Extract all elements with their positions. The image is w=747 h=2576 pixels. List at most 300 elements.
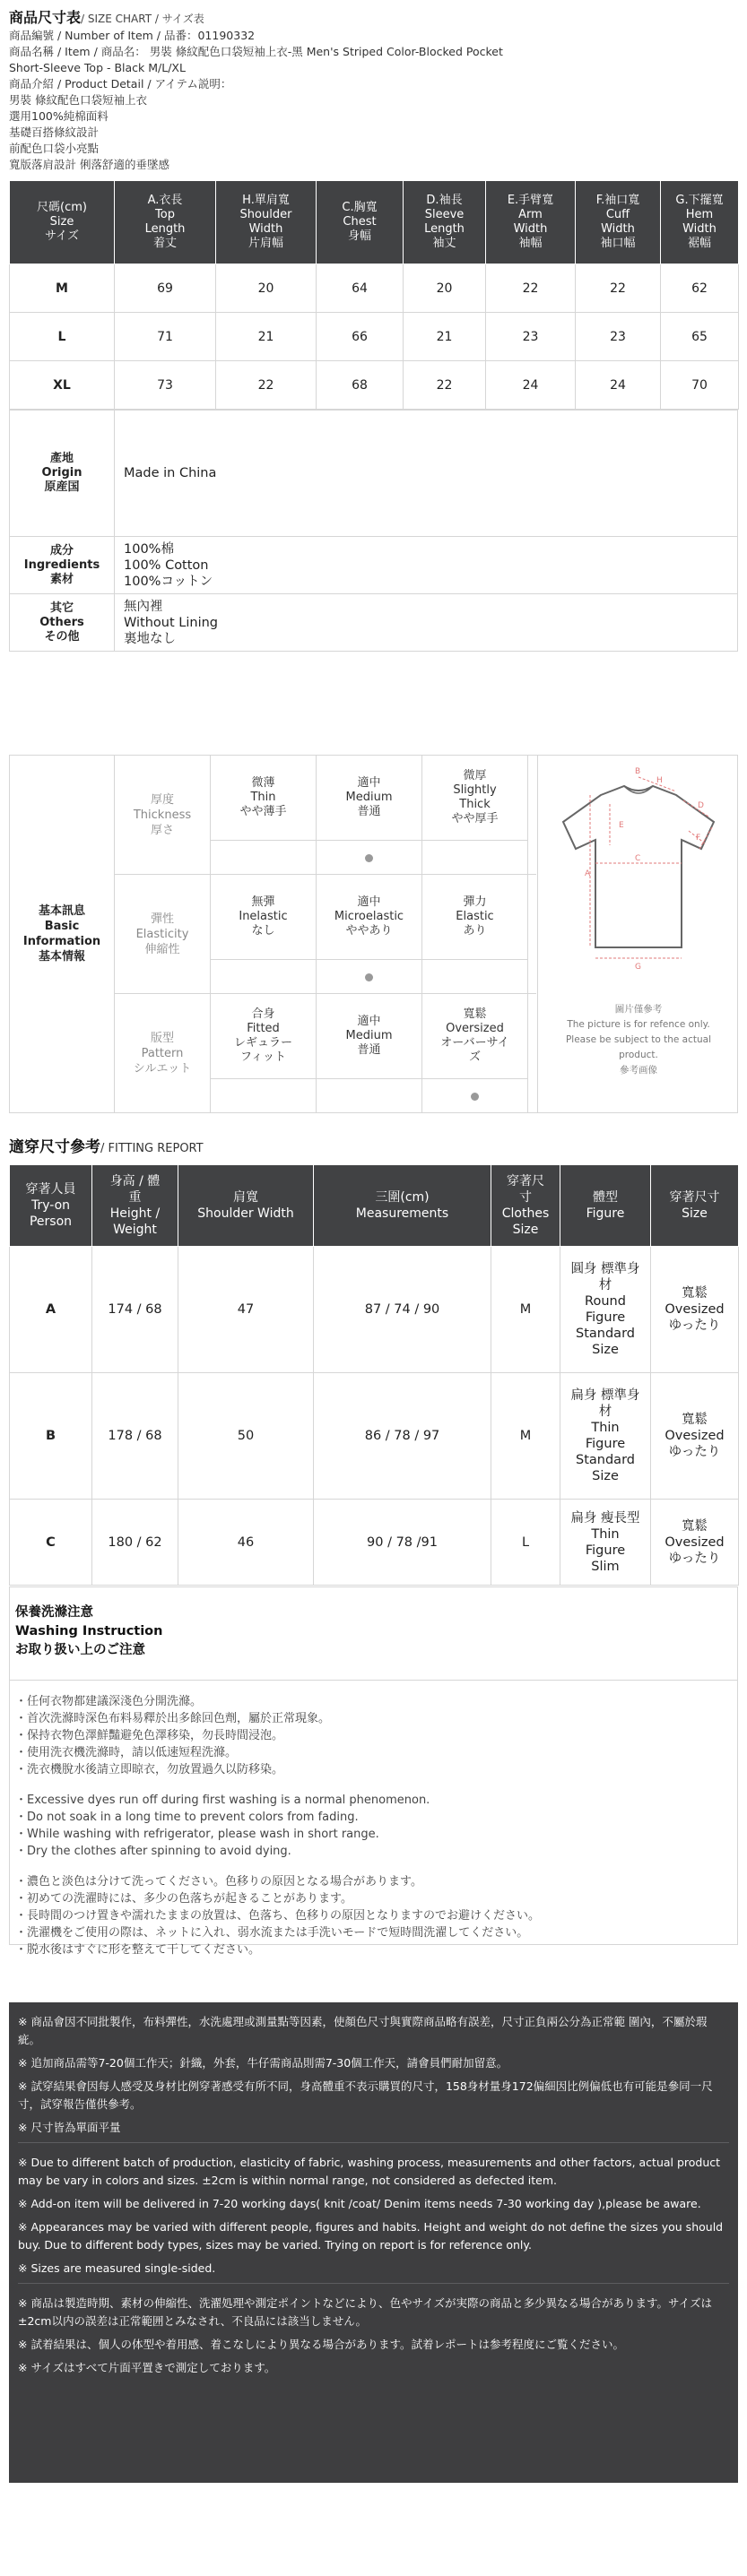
basic-info-grid: [115, 756, 536, 1112]
product-info-line: 商品編號 / Number of Item / 品番：01190332: [9, 29, 256, 42]
header-line: F.袖口寬: [595, 194, 640, 207]
option-line: Medium: [345, 791, 393, 804]
header-line: E.手臂寬: [507, 194, 554, 207]
size-value: 22: [486, 264, 576, 313]
caption-line: 圖片僅參考: [614, 1004, 663, 1015]
value-line: 裏地なし: [124, 631, 176, 646]
basic-info-option: [211, 875, 317, 960]
header-line: 穿著尺: [507, 1174, 544, 1189]
header-line: 穿著人員: [25, 1182, 76, 1197]
size-column-header: [317, 181, 404, 264]
basic-info-option: [422, 756, 528, 841]
header-line: サイズ: [45, 229, 79, 243]
fitting-report-table: [9, 1164, 739, 1586]
height-weight: 174 / 68: [92, 1247, 178, 1373]
fit-line: ゆったり: [668, 1445, 721, 1459]
product-info-line: 選用100%純棉面料: [9, 109, 109, 123]
product-detail-page: [9, 9, 738, 2374]
option-line: やや薄手: [239, 805, 287, 818]
washing-title: [10, 1587, 737, 1681]
washing-line: ・初めての洗濯時には、多少の色落ちが起きることがあります。: [15, 1892, 352, 1906]
measurements: 87 / 74 / 90: [314, 1247, 491, 1373]
size-value: 21: [404, 313, 486, 361]
ingredients-value: [115, 537, 213, 593]
washing-line: ・濃色と淡色は分けて洗ってください。色移りの原因となる場合があります。: [15, 1875, 422, 1889]
option-line: Thin: [250, 791, 276, 804]
origin-value: [115, 411, 216, 536]
header-line: 着丈: [152, 237, 177, 250]
figure-type: [560, 1500, 651, 1586]
note-line: ※ 試着結果は、個人の体型や着用感、着こなしにより異なる場合があります。試着レポートは参考程度にご覧ください。: [18, 2338, 624, 2351]
label-line: 伸縮性: [144, 942, 180, 956]
size-value: 22: [216, 361, 317, 410]
fit-line: 寬鬆: [682, 1413, 708, 1427]
size-value: 20: [404, 264, 486, 313]
option-line: 合身: [251, 1007, 275, 1021]
header-line: Length: [144, 222, 186, 236]
washing-line: ・洗衣機脫水後請立即晾衣，勿放置過久以防移染。: [15, 1763, 284, 1776]
figure-line: Slim: [591, 1559, 620, 1574]
measurements: 90 / 78 /91: [314, 1500, 491, 1586]
basic-info-row-label: [115, 875, 211, 993]
note-line: ※ 商品會因不同批製作，布料彈性，水洗處理或測量點等因素，使顏色尺寸與實際商品略有誤差，尺寸正負兩公分為正常範 圍內，不屬於瑕疵。: [18, 2015, 708, 2046]
product-info: [9, 28, 738, 173]
label-line: その他: [44, 629, 80, 644]
washing-line: ・洗濯機をご使用の際は、ネットに入れ、弱水流または手洗いモードで短時間洗濯してください。: [15, 1926, 529, 1940]
measurements: 86 / 78 / 97: [314, 1373, 491, 1500]
figure-line: 扁身 瘦長型: [570, 1510, 640, 1526]
washing-group: [15, 1873, 733, 1958]
measure-letter: C: [635, 854, 641, 863]
basic-info-option: [211, 994, 317, 1079]
header-line: Clothes: [501, 1206, 550, 1221]
note-line: ※ Appearances may be varied with different people, figures and habits. Height and weight do not define the sizes you should buy. Due to different body types, sizes may be varied. Trying on report is for reference only.: [18, 2220, 724, 2252]
note-line: ※ Sizes are measured single-sided.: [18, 2261, 216, 2275]
measure-letter: G: [635, 963, 641, 972]
shoulder-width: 50: [178, 1373, 314, 1500]
figure-line: Size: [592, 1343, 619, 1357]
option-line: 寬鬆: [463, 1007, 487, 1021]
header-line: 尺碼(cm): [37, 201, 87, 214]
header-line: Measurements: [355, 1206, 449, 1221]
label-line: 彈性: [150, 912, 174, 926]
label-line: Elasticity: [135, 927, 189, 941]
product-info-line: 男裝 條紋配色口袋短袖上衣: [9, 93, 147, 107]
figure-line: Standard: [576, 1327, 635, 1341]
title-line: お取り扱い上のご注意: [15, 1643, 145, 1657]
size-value: 20: [216, 264, 317, 313]
figure-line: 材: [598, 1278, 612, 1292]
label-line: 厚さ: [150, 823, 174, 837]
header-line: 體型: [593, 1190, 618, 1205]
option-line: Slightly: [453, 783, 497, 797]
fitting-column-header: [10, 1165, 92, 1247]
option-line: やや厚手: [451, 812, 499, 826]
size-chart-header-row: [10, 181, 739, 264]
header-line: Width: [601, 222, 635, 236]
size-label: M: [10, 264, 115, 313]
header-line: C.胸寬: [342, 201, 378, 214]
header-line: Person: [29, 1215, 73, 1229]
figure-line: Size: [592, 1469, 619, 1483]
washing-line: ・長時間のつけ置きや濡れたままの放置は、色落ち、色移りの原因となりますのでお避けください。: [15, 1909, 541, 1923]
ingredients-label: [10, 537, 115, 593]
option-line: なし: [251, 924, 275, 938]
washing-line: ・Do not soak in a long time to prevent colors from fading.: [15, 1811, 359, 1824]
measure-letter: F: [696, 834, 701, 843]
option-line: 適中: [357, 776, 381, 790]
size-value: 66: [317, 313, 404, 361]
option-line: ズ: [468, 1050, 481, 1064]
size-chart-table: [9, 180, 739, 410]
size-column-header: [486, 181, 576, 264]
size-row: [10, 313, 739, 361]
size-column-header: [10, 181, 115, 264]
height-weight: 180 / 62: [92, 1500, 178, 1586]
header-line: Arm: [518, 208, 543, 221]
product-info-line: 寬版落肩設計 俐落舒適的垂墜感: [9, 158, 169, 171]
size-value: 68: [317, 361, 404, 410]
option-line: 微厚: [463, 769, 487, 782]
fit-line: ゆったり: [668, 1551, 721, 1566]
fit-line: Ovesized: [664, 1534, 725, 1550]
figure-line: 圓身 標準身: [570, 1262, 640, 1276]
figure-line: Round: [585, 1294, 626, 1309]
washing-body: [15, 1693, 733, 1972]
figure-line: Figure: [585, 1310, 626, 1325]
caption-line: The picture is for refence only.: [567, 1019, 710, 1030]
washing-line: ・脱水後はすぐに形を整えて干してください。: [15, 1943, 261, 1957]
header-line: Try-on: [30, 1198, 71, 1213]
size-column-header: [216, 181, 317, 264]
header-line: Length: [424, 222, 465, 236]
measure-letter: B: [635, 767, 641, 776]
figure-line: Figure: [585, 1543, 626, 1558]
size-value: 22: [576, 264, 661, 313]
shoulder-width: 47: [178, 1247, 314, 1373]
label-line: Basic: [44, 920, 80, 933]
basic-info-row: [115, 875, 536, 994]
washing-line: ・任何衣物都建議深淺色分開洗滌。: [15, 1695, 203, 1708]
size-value: 23: [576, 313, 661, 361]
label-line: 成分: [49, 543, 74, 558]
header-line: Figure: [586, 1206, 625, 1221]
size-chart-title: 商品尺寸表/ SIZE CHART / サイズ表: [9, 9, 204, 26]
label-line: 基本訊息: [38, 904, 85, 918]
header-line: Sleeve: [424, 208, 465, 221]
origin-row: [10, 410, 737, 536]
header-line: H.單肩寬: [242, 194, 290, 207]
option-line: レギュラー: [233, 1036, 292, 1050]
selected-dot-icon: [471, 1093, 479, 1101]
basic-info-indicator: [317, 841, 422, 875]
header-line: Width: [248, 222, 283, 236]
figure-line: Thin: [591, 1421, 620, 1435]
header-line: Width: [513, 222, 548, 236]
basic-info-option: [211, 756, 317, 841]
basic-info-option: [317, 756, 422, 841]
washing-instruction: [9, 1586, 738, 1957]
product-meta: [9, 410, 738, 652]
fitting-row: [10, 1247, 739, 1373]
washing-line: ・Dry the clothes after spinning to avoid dying.: [15, 1845, 291, 1858]
option-line: 微薄: [251, 776, 275, 790]
garment-diagram: [537, 756, 738, 1112]
fitting-header-row: [10, 1165, 739, 1247]
header-line: 身幅: [347, 229, 371, 243]
header-line: 袖丈: [432, 237, 456, 250]
value-line: 無內裡: [124, 599, 163, 614]
header-line: Width: [682, 222, 717, 236]
option-line: Oversized: [446, 1022, 504, 1035]
try-on-person: B: [10, 1373, 92, 1500]
washing-line: ・使用洗衣機洗滌時，請以低速短程洗滌。: [15, 1746, 238, 1759]
header-line: Weight: [113, 1223, 157, 1237]
label-line: Ingredients: [23, 558, 100, 572]
fitting-column-header: [491, 1165, 560, 1247]
header-line: 身高 / 體: [109, 1174, 161, 1189]
size-row: [10, 361, 739, 410]
title-line: Washing Instruction: [15, 1624, 163, 1638]
option-line: Elastic: [456, 910, 494, 923]
option-line: 普通: [357, 1043, 381, 1057]
label-line: 其它: [49, 601, 74, 615]
fitting-column-header: [651, 1165, 739, 1247]
size-value: 73: [115, 361, 216, 410]
header-line: Hem: [685, 208, 714, 221]
height-weight: 178 / 68: [92, 1373, 178, 1500]
header-line: 袖幅: [518, 237, 543, 250]
basic-info-indicator: [211, 960, 317, 994]
fitting-column-header: [178, 1165, 314, 1247]
origin-label: [10, 411, 115, 536]
option-line: 普通: [357, 805, 381, 818]
basic-info: [9, 755, 738, 1113]
option-line: 無彈: [251, 895, 275, 909]
product-info-line: 商品介紹 / Product Detail / アイテム説明：: [9, 77, 232, 91]
header-line: G.下擺寬: [675, 194, 724, 207]
value-line: 100% Cotton: [124, 558, 209, 573]
option-line: 彈力: [463, 895, 487, 909]
label-line: 產地: [49, 452, 74, 465]
washing-group: [15, 1792, 733, 1860]
header-line: 片肩幅: [248, 237, 283, 250]
size-column-header: [404, 181, 486, 264]
option-line: オーバーサイ: [440, 1036, 509, 1050]
option-line: フィット: [240, 1050, 286, 1064]
fitting-row: [10, 1500, 739, 1586]
selected-dot-icon: [365, 854, 373, 862]
figure-line: Figure: [585, 1437, 626, 1451]
option-line: あり: [463, 924, 487, 938]
size-value: 64: [317, 264, 404, 313]
ingredients-row: [10, 536, 737, 593]
basic-info-option: [422, 994, 528, 1079]
value-line: Without Lining: [124, 615, 218, 630]
fitting-column-header: [314, 1165, 491, 1247]
basic-info-row: [115, 756, 536, 875]
figure-type: [560, 1247, 651, 1373]
option-line: 適中: [357, 895, 381, 909]
basic-info-row-label: [115, 756, 211, 874]
basic-info-indicator: [422, 960, 528, 994]
note-line: ※ 追加商品需等7-20個工作天；針織，外套，牛仔需商品則需7-30個工作天，請會員們耐加留意。: [18, 2056, 508, 2070]
option-line: Microelastic: [334, 910, 404, 923]
label-line: シルエット: [133, 1061, 192, 1076]
measure-letter: A: [585, 869, 591, 878]
figure-line: 材: [598, 1405, 612, 1419]
basic-info-indicator: [317, 1079, 422, 1113]
label-line: 素材: [49, 572, 74, 586]
header-line: 寸: [519, 1190, 532, 1205]
header-line: 重: [128, 1190, 142, 1205]
header-line: Height /: [109, 1206, 161, 1221]
clothes-size: M: [491, 1247, 560, 1373]
header-line: A.衣長: [147, 194, 183, 207]
caption-line: 參考画像: [620, 1065, 657, 1076]
note-line: ※ 試穿結果會因每人感受及身材比例穿著感受有所不同，身高體重不表示購買的尺寸，158身材量身172偏細因比例偏低也有可能是參同一尺寸，試穿報告僅供參考。: [18, 2079, 713, 2111]
product-info-line: 商品名稱 / Item / 商品名： 男裝 條紋配色口袋短袖上衣-黑 Men's Striped Color-Blocked Pocket: [9, 45, 503, 58]
header-line: Size: [682, 1206, 708, 1221]
option-line: 適中: [357, 1015, 381, 1028]
option-line: Inelastic: [239, 910, 288, 923]
basic-info-indicator: [211, 841, 317, 875]
fitting-report-title: 適穿尺寸參考/ FITTING REPORT: [9, 1138, 204, 1156]
fitting-row: [10, 1373, 739, 1500]
label-line: 版型: [150, 1031, 174, 1045]
label-line: Information: [22, 935, 101, 948]
size-column-header: [661, 181, 739, 264]
header-line: 穿著尺寸: [669, 1190, 720, 1205]
header-line: Shoulder: [239, 208, 292, 221]
washing-line: ・首次洗滌時深色布料易釋於出多餘回色劑，屬於正常現象。: [15, 1712, 331, 1725]
clothes-size: M: [491, 1373, 560, 1500]
basic-info-option: [317, 994, 422, 1079]
try-on-person: A: [10, 1247, 92, 1373]
basic-info-indicator: [422, 1079, 528, 1113]
size-value: 22: [404, 361, 486, 410]
label-line: Others: [39, 615, 84, 629]
fit-result: [651, 1373, 739, 1500]
header-line: D.袖長: [426, 194, 463, 207]
option-line: ややあり: [345, 924, 393, 938]
basic-info-option: [422, 875, 528, 960]
option-line: Fitted: [247, 1022, 280, 1035]
figure-line: 扁身 標準身: [570, 1388, 640, 1403]
size-value: 24: [576, 361, 661, 410]
fit-line: Ovesized: [664, 1429, 725, 1443]
fit-result: [651, 1500, 739, 1586]
header-line: Size: [49, 215, 74, 229]
figure-caption: [538, 1002, 739, 1078]
label-line: 原産国: [44, 480, 80, 494]
label-line: Thickness: [133, 808, 192, 822]
size-row: [10, 264, 739, 313]
basic-info-indicator: [317, 960, 422, 994]
fitting-column-header: [560, 1165, 651, 1247]
fit-line: ゆったり: [668, 1318, 721, 1333]
value-line: Made in China: [124, 466, 217, 480]
size-value: 70: [661, 361, 739, 410]
basic-info-row: [115, 994, 536, 1113]
notes-divider: [18, 2142, 729, 2143]
measure-letter: D: [698, 801, 704, 810]
size-value: 24: [486, 361, 576, 410]
washing-line: ・While washing with refrigerator, please wash in short range.: [15, 1828, 379, 1841]
size-chart-header: [9, 9, 738, 173]
note-line: ※ Due to different batch of production, elasticity of fabric, washing process, measurements and other factors, actual product may be vary in colors and sizes. ±2cm is within normal range, not considered as defected item.: [18, 2156, 721, 2187]
note-line: ※ Add-on item will be delivered in 7-20 working days( knit /coat/ Denim items needs 7-30 working day ),please be aware.: [18, 2197, 701, 2210]
label-line: 厚度: [150, 792, 174, 807]
option-line: Medium: [345, 1029, 393, 1042]
try-on-person: C: [10, 1500, 92, 1586]
header-line: Cuff: [605, 208, 630, 221]
product-info-line: 前配色口袋小亮點: [9, 142, 100, 155]
note-line: ※ 尺寸皆為單面平量: [18, 2121, 121, 2134]
size-label: L: [10, 313, 115, 361]
product-info-line: 基礎百搭條紋設計: [9, 125, 100, 139]
header-line: Shoulder Width: [197, 1206, 294, 1221]
size-value: 62: [661, 264, 739, 313]
washing-group: [15, 1693, 733, 1778]
washing-line: ・保持衣物色澤鮮豔避免色澤移染，勿長時間浸泡。: [15, 1729, 284, 1742]
basic-info-indicator: [422, 841, 528, 875]
figure-line: Thin: [591, 1526, 620, 1542]
others-row: [10, 593, 737, 651]
size-value: 21: [216, 313, 317, 361]
notes-divider: [18, 2283, 729, 2284]
note-line: ※ サイズはすべて片面平置きで測定しております。: [18, 2361, 276, 2374]
size-label: XL: [10, 361, 115, 410]
size-value: 69: [115, 264, 216, 313]
label-line: Origin: [41, 466, 83, 480]
header-line: 三圍(cm): [375, 1190, 430, 1205]
size-value: 65: [661, 313, 739, 361]
fit-line: 寬鬆: [682, 1518, 708, 1534]
size-column-header: [576, 181, 661, 264]
caption-line: Please be subject to the actual: [565, 1034, 712, 1045]
header-line: 裾幅: [687, 237, 711, 250]
fitting-column-header: [92, 1165, 178, 1247]
option-line: Thick: [459, 798, 491, 811]
size-value: 23: [486, 313, 576, 361]
value-line: 100%コットン: [124, 574, 213, 589]
header-line: Size: [512, 1223, 539, 1237]
washing-line: ・Excessive dyes run off during first washing is a normal phenomenon.: [15, 1794, 430, 1807]
note-line: ※ 商品は製造時期、素材の伸縮性、洗濯処理や測定ポイントなどにより、色やサイズが実際の商品と多少異なる場合があります。サイズは±2cm以内の誤差は正常範囲とみなされ、不良品には該当しません。: [18, 2296, 712, 2328]
basic-info-indicator: [211, 1079, 317, 1113]
caption-line: product.: [619, 1050, 658, 1060]
header-line: 袖口幅: [600, 237, 636, 250]
header-line: Top: [155, 208, 175, 221]
others-label: [10, 594, 115, 651]
basic-info-row-label: [115, 994, 211, 1112]
fit-result: [651, 1247, 739, 1373]
figure-line: Standard: [576, 1453, 635, 1467]
title-line: 保養洗滌注意: [15, 1605, 93, 1620]
fit-line: 寬鬆: [682, 1286, 708, 1301]
selected-dot-icon: [365, 973, 373, 981]
notes-panel: [9, 2002, 738, 2483]
header-line: 肩寬: [233, 1190, 258, 1205]
value-line: 100%棉: [124, 541, 174, 557]
size-value: 71: [115, 313, 216, 361]
shoulder-width: 46: [178, 1500, 314, 1586]
tshirt-measurement-icon: [538, 756, 739, 998]
basic-info-label: [10, 756, 115, 1112]
figure-type: [560, 1373, 651, 1500]
header-line: Chest: [343, 215, 377, 229]
